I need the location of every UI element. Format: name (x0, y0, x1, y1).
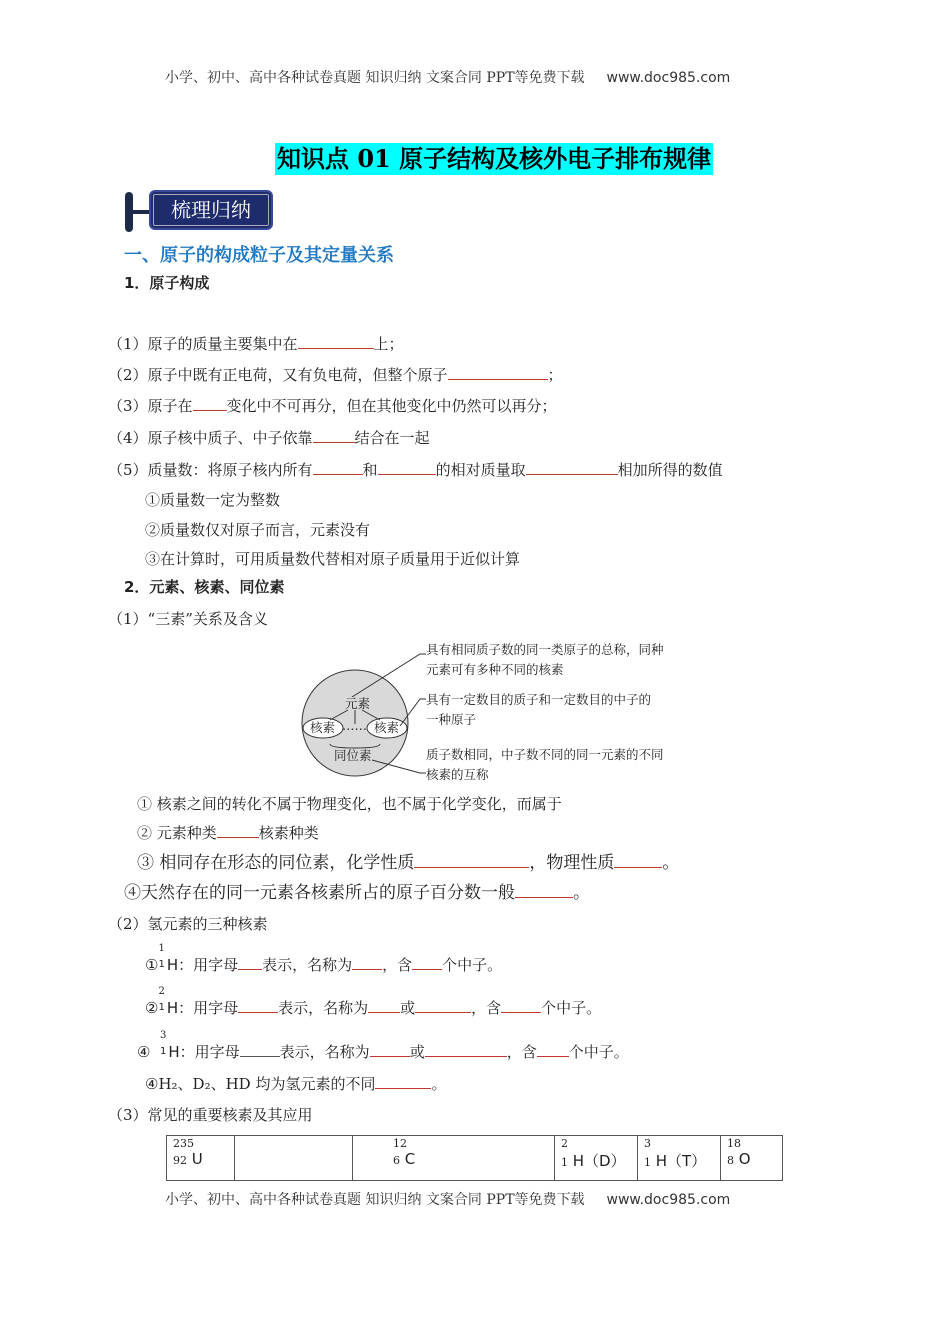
para-important-nuclides: （3）常见的重要核素及其应用 (108, 1106, 313, 1124)
text: （1）原子的质量主要集中在 (108, 335, 298, 353)
blank[interactable] (448, 365, 548, 380)
diagram-dots: …… (342, 718, 367, 733)
text: ④H₂、D₂、HD 均为氢元素的不同 (145, 1075, 376, 1093)
three-terms-diagram (290, 640, 700, 790)
text: ，含 (471, 999, 502, 1017)
text: 表示，名称为 (278, 999, 369, 1017)
blank[interactable] (412, 955, 442, 970)
text: ，含 (506, 1043, 537, 1061)
text: ④天然存在的同一元素各核素所占的原子百分数一般 (124, 883, 515, 903)
number: ② (145, 999, 159, 1017)
blank[interactable] (238, 998, 278, 1013)
text: （4）原子核中质子、中子依靠 (108, 429, 313, 447)
text: 或 (400, 999, 416, 1017)
text: （2）原子中既有正电荷，又有负电荷，但整个原子 (108, 366, 448, 384)
text: （5）质量数：将原子核内所有 (108, 461, 313, 479)
page-title: 知识点 01 原子结构及核外电子排布规律 (277, 144, 712, 173)
mass-number: 3 (160, 1030, 167, 1041)
symbol: H（T） (655, 1152, 707, 1170)
table-row (167, 1136, 783, 1181)
subheading-atom-structure: 1．原子构成 (124, 274, 210, 292)
question-3 (137, 853, 679, 873)
text: 上； (373, 335, 404, 353)
symbol: H (166, 956, 179, 974)
text: 的相对质量取 (435, 461, 526, 479)
blank[interactable] (537, 1042, 569, 1057)
text: 个中子。 (568, 1043, 629, 1061)
text: 和 (362, 461, 378, 479)
section-badge (125, 190, 275, 234)
symbol: H (168, 1043, 180, 1061)
text: 表示，名称为 (279, 1043, 370, 1061)
text: ：用字母 (178, 956, 239, 974)
mass-number: 12 (393, 1137, 407, 1150)
line-5 (108, 460, 723, 480)
table-cell (555, 1136, 638, 1181)
symbol: O (738, 1150, 751, 1168)
page-footer (165, 1190, 730, 1210)
diagram-isotope-def-2: 核素的互称 (426, 767, 489, 782)
diagram-isotope: 同位素 (334, 748, 372, 763)
section-heading: 一、原子的构成粒子及其定量关系 (124, 245, 394, 266)
footer-url[interactable]: www.doc985.com (606, 1192, 731, 1208)
line-1 (108, 334, 404, 354)
mass-number: 235 (173, 1137, 194, 1150)
atomic-number: 1 (644, 1156, 651, 1169)
hydrogen-protium (145, 943, 503, 975)
table-cell (721, 1136, 783, 1181)
blank[interactable] (313, 460, 363, 475)
text: ，物理性质 (529, 853, 615, 873)
text: ② 元素种类 (137, 824, 217, 842)
text: ：用字母 (179, 1043, 240, 1061)
question-1: ① 核素之间的转化不属于物理变化，也不属于化学变化，而属于 (137, 795, 562, 813)
hydrogen-molecules (145, 1074, 446, 1094)
atomic-number: 1 (160, 1046, 167, 1057)
text: （3）原子在 (108, 397, 193, 415)
atomic-number: 1 (158, 1002, 165, 1013)
isotope-symbol (158, 986, 179, 1018)
blank[interactable] (217, 823, 259, 838)
isotope-symbol (160, 1030, 180, 1062)
text: ：用字母 (178, 999, 239, 1017)
note-1: ①质量数一定为整数 (145, 491, 281, 509)
page-header (165, 68, 730, 88)
table-cell-empty (235, 1136, 353, 1181)
diagram-nuclide-def-2: 一种原子 (426, 712, 477, 727)
para-hydrogen: （2）氢元素的三种核素 (108, 915, 268, 933)
blank[interactable] (240, 1042, 280, 1057)
mass-number: 18 (727, 1137, 741, 1150)
blank[interactable] (375, 1074, 431, 1089)
line-3 (108, 396, 557, 416)
blank[interactable] (425, 1042, 507, 1057)
badge-post (125, 192, 133, 232)
text: 或 (409, 1043, 425, 1061)
blank[interactable] (313, 428, 355, 443)
number: ④ (137, 1043, 151, 1061)
text: ，含 (382, 956, 413, 974)
line-4 (108, 428, 430, 448)
text: 表示，名称为 (262, 956, 353, 974)
text: 变化中不可再分，但在其他变化中仍然可以再分； (226, 397, 557, 415)
diagram-element-def-2: 元素可有多种不同的核素 (426, 662, 564, 677)
mass-number: 2 (158, 986, 165, 997)
table-cell (167, 1136, 235, 1181)
question-4 (124, 883, 590, 903)
subheading-element-nuclide-isotope: 2．元素、核素、同位素 (124, 578, 285, 596)
nuclide-table (166, 1135, 783, 1181)
text: 个中子。 (541, 999, 602, 1017)
text: ③ 相同存在形态的同位素，化学性质 (137, 853, 415, 873)
diagram-nuclide-right: 核素 (374, 720, 400, 735)
mass-number: 3 (644, 1137, 651, 1150)
number: ① (145, 956, 159, 974)
atomic-number: 6 (393, 1154, 400, 1167)
text: 相加所得的数值 (617, 461, 723, 479)
para-three-terms: （1）“三素”关系及含义 (108, 610, 268, 628)
badge-label: 梳理归纳 (149, 190, 273, 230)
header-text: 小学、初中、高中各种试卷真题 知识归纳 文案合同 PPT等免费下载 (165, 70, 585, 86)
atomic-number: 92 (173, 1154, 187, 1167)
question-2 (137, 823, 319, 843)
mass-number: 2 (561, 1137, 568, 1150)
text: 。 (662, 853, 680, 873)
note-3: ③在计算时，可用质量数代替相对原子质量用于近似计算 (145, 550, 521, 568)
blank[interactable] (193, 396, 227, 411)
diagram-isotope-def: 质子数相同，中子数不同的同一元素的不同 (426, 747, 664, 762)
hydrogen-deuterium (145, 986, 602, 1018)
atomic-number: 1 (158, 959, 165, 970)
atomic-number: 1 (561, 1156, 568, 1169)
atomic-number: 8 (727, 1154, 734, 1167)
isotope-symbol (158, 943, 179, 975)
note-2: ②质量数仅对原子而言，元素没有 (145, 521, 371, 539)
text: ； (547, 366, 563, 384)
symbol: H（D） (572, 1152, 626, 1170)
line-2 (108, 365, 563, 385)
blank[interactable] (414, 853, 529, 868)
symbol: U (191, 1150, 203, 1168)
table-cell (638, 1136, 721, 1181)
diagram-nuclide-def: 具有一定数目的质子和一定数目的中子的 (426, 692, 652, 707)
blank[interactable] (378, 460, 436, 475)
symbol: H (166, 999, 179, 1017)
symbol: C (404, 1150, 416, 1168)
blank[interactable] (501, 998, 541, 1013)
blank[interactable] (415, 998, 471, 1013)
blank[interactable] (298, 334, 374, 349)
diagram-element-def: 具有相同质子数的同一类原子的总称，同种 (426, 642, 664, 657)
blank[interactable] (238, 955, 262, 970)
blank[interactable] (614, 853, 662, 868)
blank[interactable] (368, 998, 400, 1013)
text: 核素种类 (258, 824, 319, 842)
text: 个中子。 (442, 956, 503, 974)
text: 。 (573, 883, 590, 903)
blank[interactable] (370, 1042, 410, 1057)
blank[interactable] (352, 955, 382, 970)
table-cell (353, 1136, 555, 1181)
text: 结合在一起 (354, 429, 430, 447)
mass-number: 1 (158, 943, 165, 954)
header-url[interactable]: www.doc985.com (606, 70, 731, 86)
text: 。 (431, 1075, 447, 1093)
footer-text: 小学、初中、高中各种试卷真题 知识归纳 文案合同 PPT等免费下载 (165, 1192, 585, 1208)
diagram-nuclide-left: 核素 (310, 720, 336, 735)
blank[interactable] (526, 460, 618, 475)
diagram-element: 元素 (345, 696, 371, 711)
blank[interactable] (515, 883, 573, 898)
hydrogen-tritium (137, 1030, 629, 1062)
